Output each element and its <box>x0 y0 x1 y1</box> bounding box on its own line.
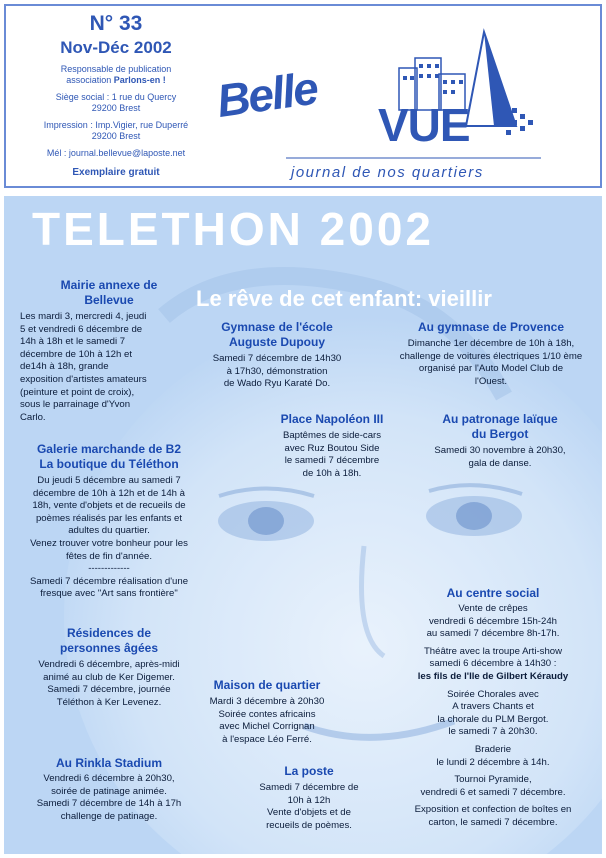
event-poste <box>250 764 368 832</box>
event-napoleon <box>260 412 404 480</box>
event-line: Soirée contes africains <box>218 708 316 720</box>
logo-text-belle: Belle <box>213 61 320 128</box>
issue-date: Nov-Déc 2002 <box>60 38 172 57</box>
event-line: le lundi 2 décembre à 14h. <box>436 756 550 768</box>
event-title: Au gymnase de Provence <box>417 320 565 334</box>
event-line: organisé par l'Auto Model Club de <box>418 363 564 375</box>
event-title: Bellevue <box>84 293 134 307</box>
event-title: Maison de quartier <box>213 678 321 692</box>
event-line: l'Ouest. <box>474 375 508 387</box>
event-title: Gymnase de l'école <box>221 320 333 334</box>
event-line: Carlo. <box>20 411 46 423</box>
event-line: Braderie <box>474 743 512 755</box>
event-line: avec Michel Corrignan <box>219 721 315 733</box>
event-line: Samedi 7 décembre de 14h30 <box>212 353 342 364</box>
event-line: de 10h à 18h. <box>302 467 362 479</box>
event-line: poèmes réalisés par les enfants et <box>35 512 183 524</box>
event-line: de Wado Ryu Karaté Do. <box>223 378 331 390</box>
event-line: Samedi 30 novembre à 20h30, <box>434 445 566 456</box>
event-line: Soirée Chorales avec <box>447 688 539 700</box>
publisher-line: Responsable de publication <box>60 64 172 74</box>
masthead <box>4 4 602 188</box>
event-line: Vendredi 6 décembre à 20h30, <box>43 773 175 784</box>
event-title: Résidences de <box>66 626 152 640</box>
event-line: 10h à 12h <box>287 794 331 806</box>
event-patronage <box>420 412 580 470</box>
event-gymnase-ecole <box>200 320 354 391</box>
event-line: le samedi 7 décembre <box>284 455 380 467</box>
event-line: soirée de patinage animée. <box>51 785 167 797</box>
event-line: (peinture et point de croix), <box>20 386 135 398</box>
event-title: Place Napoléon III <box>280 412 384 426</box>
event-title: Auguste Dupouy <box>229 335 325 349</box>
event-residences <box>22 626 196 709</box>
publisher-prefix: association <box>66 75 114 85</box>
event-line: Mardi 3 décembre à 20h30 <box>209 696 325 707</box>
event-line: Baptêmes de side-cars <box>282 430 382 441</box>
event-rinkla <box>22 756 196 823</box>
event-line: gala de danse. <box>468 457 532 469</box>
issue-number: N° 33 <box>89 12 143 35</box>
event-line: Samedi 7 décembre de <box>259 782 359 793</box>
event-centre-social <box>390 586 596 830</box>
event-line: exposition d'artistes amateurs <box>20 373 147 385</box>
event-line: 18h, vente d'objets et de recueils de <box>32 500 186 512</box>
divider-line: ------------- <box>88 563 130 575</box>
event-line: Vendredi 6 décembre, après-midi <box>38 659 180 670</box>
event-line: Samedi 7 décembre réalisation d'une <box>29 575 189 587</box>
event-mairie <box>20 278 198 424</box>
event-line: à 17h30, démonstration <box>226 365 328 377</box>
event-title: Galerie marchande de B2 <box>36 442 182 456</box>
event-line: Vente de crêpes <box>458 603 528 614</box>
event-line: fresque avec "Art sans frontière" <box>40 588 178 600</box>
event-title: Au Rinkla Stadium <box>55 756 162 770</box>
event-line: Vente d'objets et de <box>267 807 351 819</box>
slogan: Le rêve de cet enfant: vieillir <box>196 286 492 311</box>
event-line: Exposition et confection de boîtes en <box>414 804 572 816</box>
event-line: Du jeudi 5 décembre au samedi 7 <box>37 475 181 486</box>
event-line: Téléthon à Ker Levenez. <box>56 696 162 708</box>
event-title: La boutique du Téléthon <box>39 457 179 471</box>
event-line: A travers Chants et <box>452 701 534 713</box>
event-line: Samedi 7 décembre, journée <box>47 684 171 696</box>
event-line: challenge de voitures électriques 1/10 ème <box>399 350 583 362</box>
event-line: sous le parrainage d'Yvon <box>20 399 131 411</box>
event-title: Mairie annexe de <box>60 278 158 292</box>
event-galerie <box>16 442 202 601</box>
event-title: personnes âgées <box>59 641 159 655</box>
telethon-poster <box>4 196 602 854</box>
headline: TELETHON 2002 <box>32 203 434 255</box>
event-line: 14h à 18h et le samedi 7 <box>20 336 126 348</box>
issue-info <box>36 12 196 178</box>
event-line: Samedi 7 décembre de 14h à 17h <box>36 798 182 810</box>
event-line: vendredi 6 et samedi 7 décembre. <box>420 786 566 798</box>
event-title: La poste <box>284 764 334 778</box>
email-line: Mél : journal.bellevue@laposte.net <box>46 148 186 158</box>
event-line: le samedi 7 à 20h30. <box>448 726 538 738</box>
printer-line: Impression : Imp.Vigier, rue Duperré <box>43 120 189 130</box>
event-line: au samedi 7 décembre 8h-17h. <box>426 628 560 640</box>
event-line: recueils de poèmes. <box>266 819 352 831</box>
event-line: avec Ruz Boutou Side <box>284 442 380 454</box>
office-city: 29200 Brest <box>91 103 141 113</box>
event-gymnase-provence <box>390 320 592 388</box>
event-title: du Bergot <box>471 427 529 441</box>
office-line: Siège social : 1 rue du Quercy <box>55 92 177 102</box>
tagline: journal de nos quartiers <box>291 164 484 181</box>
logo-text-vue: VUE <box>378 99 470 151</box>
event-line: décembre de 10h à 12h et <box>20 348 133 360</box>
event-line: fêtes de fin d'année. <box>65 550 153 562</box>
event-line: les fils de l'Ile de Gilbert Kéraudy <box>417 670 569 682</box>
event-line: Dimanche 1er décembre de 10h à 18h, <box>407 338 575 349</box>
event-title: Au patronage laïque <box>442 412 558 426</box>
event-line: Tournoi Pyramide, <box>454 774 532 786</box>
event-line: Venez trouver votre bonheur pour les <box>30 537 188 549</box>
event-line: carton, le samedi 7 décembre. <box>428 816 558 828</box>
event-line: vendredi 6 décembre 15h-24h <box>428 615 557 627</box>
event-line: challenge de patinage. <box>60 810 158 822</box>
event-line: Théâtre avec la troupe Arti-show <box>423 645 563 657</box>
event-line: adultes du quartier. <box>68 525 150 537</box>
event-title: Au centre social <box>446 586 540 600</box>
event-line: samedi 6 décembre à 14h30 : <box>429 658 557 670</box>
publisher-name: Parlons-en ! <box>113 75 166 85</box>
event-line: Les mardi 3, mercredi 4, jeudi <box>20 311 147 322</box>
printer-city: 29200 Brest <box>91 131 141 141</box>
event-line: animé au club de Ker Digemer. <box>43 671 175 683</box>
event-line: 5 et vendredi 6 décembre de <box>20 323 143 335</box>
event-line: décembre de 10h à 12h et de 14h à <box>32 487 186 499</box>
event-line: à l'espace Léo Ferré. <box>222 733 312 745</box>
event-line: de14h à 18h, grande <box>20 361 109 373</box>
event-maison-quartier <box>200 678 334 746</box>
publisher-info <box>36 64 196 159</box>
event-line: la chorale du PLM Bergot. <box>437 713 549 725</box>
free-copy-label: Exemplaire gratuit <box>72 167 160 178</box>
